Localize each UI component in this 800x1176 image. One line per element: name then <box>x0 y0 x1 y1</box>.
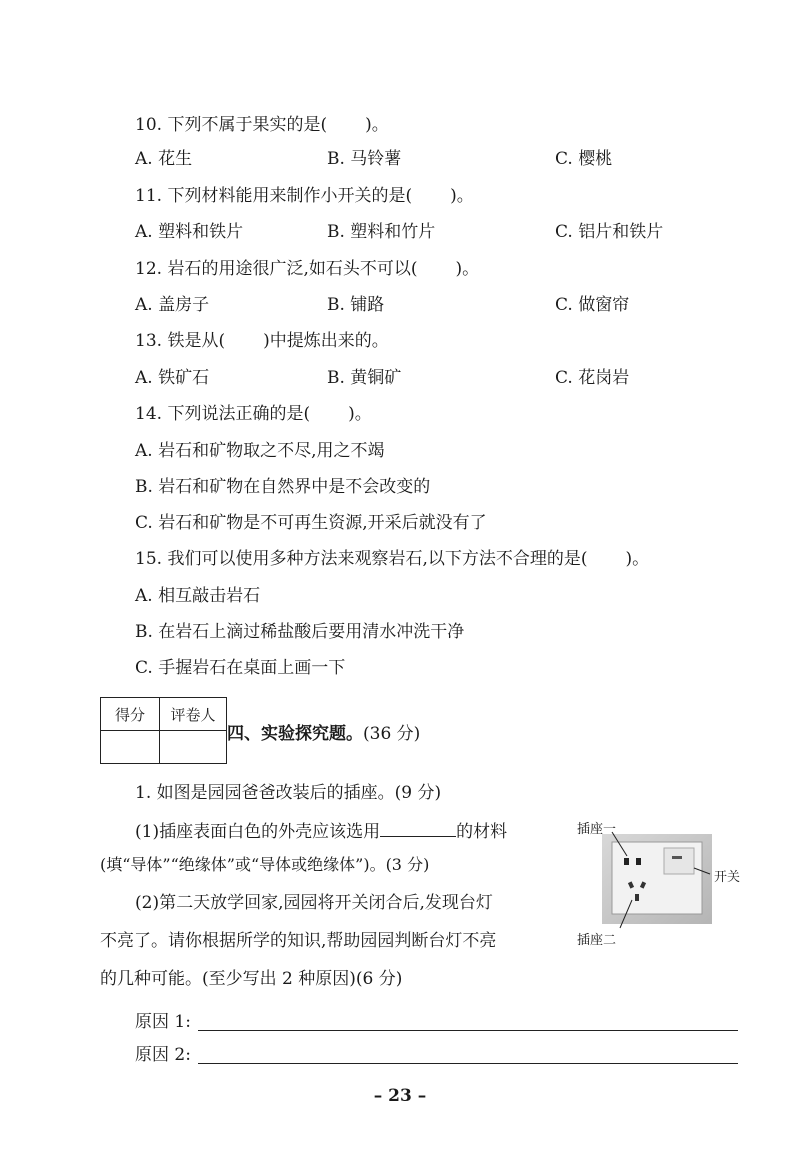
experiment-part-2-line2: 不亮了。请你根据所学的知识,帮助园园判断台灯不亮 <box>100 931 497 951</box>
reason-2-label: 原因 2: <box>135 1045 191 1065</box>
socket2-pin-ground <box>635 894 639 901</box>
reason-1-line[interactable] <box>198 1030 738 1031</box>
experiment-part-2-line3: 的几种可能。(至少写出 2 种原因)(6 分) <box>100 969 403 989</box>
experiment-part-1: (1)插座表面白色的外壳应该选用 的材料 <box>135 822 508 842</box>
question-10-option-a: A. 花生 <box>135 149 193 169</box>
question-13-option-b: B. 黄铜矿 <box>327 368 402 388</box>
question-15-stem: 15. 我们可以使用多种方法来观察岩石,以下方法不合理的是( )。 <box>135 549 650 569</box>
question-10-option-b: B. 马铃薯 <box>327 149 402 169</box>
question-14-option-c: C. 岩石和矿物是不可再生资源,开采后就没有了 <box>135 513 487 533</box>
question-10-option-c: C. 樱桃 <box>555 149 613 169</box>
question-11-stem: 11. 下列材料能用来制作小开关的是( )。 <box>135 186 474 206</box>
reason-2-line[interactable] <box>198 1063 738 1064</box>
section-title: 四、实验探究题。(36 分) <box>227 724 421 744</box>
label-socket-2: 插座二 <box>577 933 617 948</box>
socket1-pin-left <box>624 858 629 865</box>
question-12-option-a: A. 盖房子 <box>135 295 210 315</box>
question-12-stem: 12. 岩石的用途很广泛,如石头不可以( )。 <box>135 259 480 279</box>
question-11-option-b: B. 塑料和竹片 <box>327 222 436 242</box>
switch-panel[interactable] <box>664 848 694 874</box>
grader-cell <box>160 731 227 764</box>
question-10-stem: 10. 下列不属于果实的是( )。 <box>135 115 389 135</box>
experiment-part-1-line2: (填“导体”“绝缘体”或“导体或绝缘体”)。(3 分) <box>100 855 430 874</box>
question-13-option-a: A. 铁矿石 <box>135 368 210 388</box>
score-cell <box>101 731 160 764</box>
experiment-question-1: 1. 如图是园园爸爸改装后的插座。(9 分) <box>135 783 442 803</box>
question-13-stem: 13. 铁是从( )中提炼出来的。 <box>135 331 389 351</box>
page-number: – 23 – <box>373 1086 427 1106</box>
switch-mark <box>672 856 682 859</box>
question-13-option-c: C. 花岗岩 <box>555 368 630 388</box>
label-socket-1: 插座一 <box>577 822 617 837</box>
question-14-option-a: A. 岩石和矿物取之不尽,用之不竭 <box>135 441 385 461</box>
experiment-part-2-line1: (2)第二天放学回家,园园将开关闭合后,发现台灯 <box>135 893 493 913</box>
question-12-option-c: C. 做窗帘 <box>555 295 630 315</box>
question-14-stem: 14. 下列说法正确的是( )。 <box>135 404 372 424</box>
score-header: 得分 <box>101 698 160 731</box>
score-table <box>100 697 227 764</box>
grader-header: 评卷人 <box>160 698 227 731</box>
question-15-option-b: B. 在岩石上滴过稀盐酸后要用清水冲洗干净 <box>135 622 465 642</box>
question-14-option-b: B. 岩石和矿物在自然界中是不会改变的 <box>135 477 431 497</box>
question-11-option-a: A. 塑料和铁片 <box>135 222 244 242</box>
question-15-option-c: C. 手握岩石在桌面上画一下 <box>135 658 346 678</box>
question-15-option-a: A. 相互敲击岩石 <box>135 586 261 606</box>
socket-figure <box>572 812 772 952</box>
answer-blank[interactable] <box>380 820 456 837</box>
question-12-option-b: B. 铺路 <box>327 295 385 315</box>
reason-1-label: 原因 1: <box>135 1012 191 1032</box>
question-11-option-c: C. 铝片和铁片 <box>555 222 664 242</box>
socket1-pin-right <box>636 858 641 865</box>
label-switch: 开关 <box>714 870 741 885</box>
